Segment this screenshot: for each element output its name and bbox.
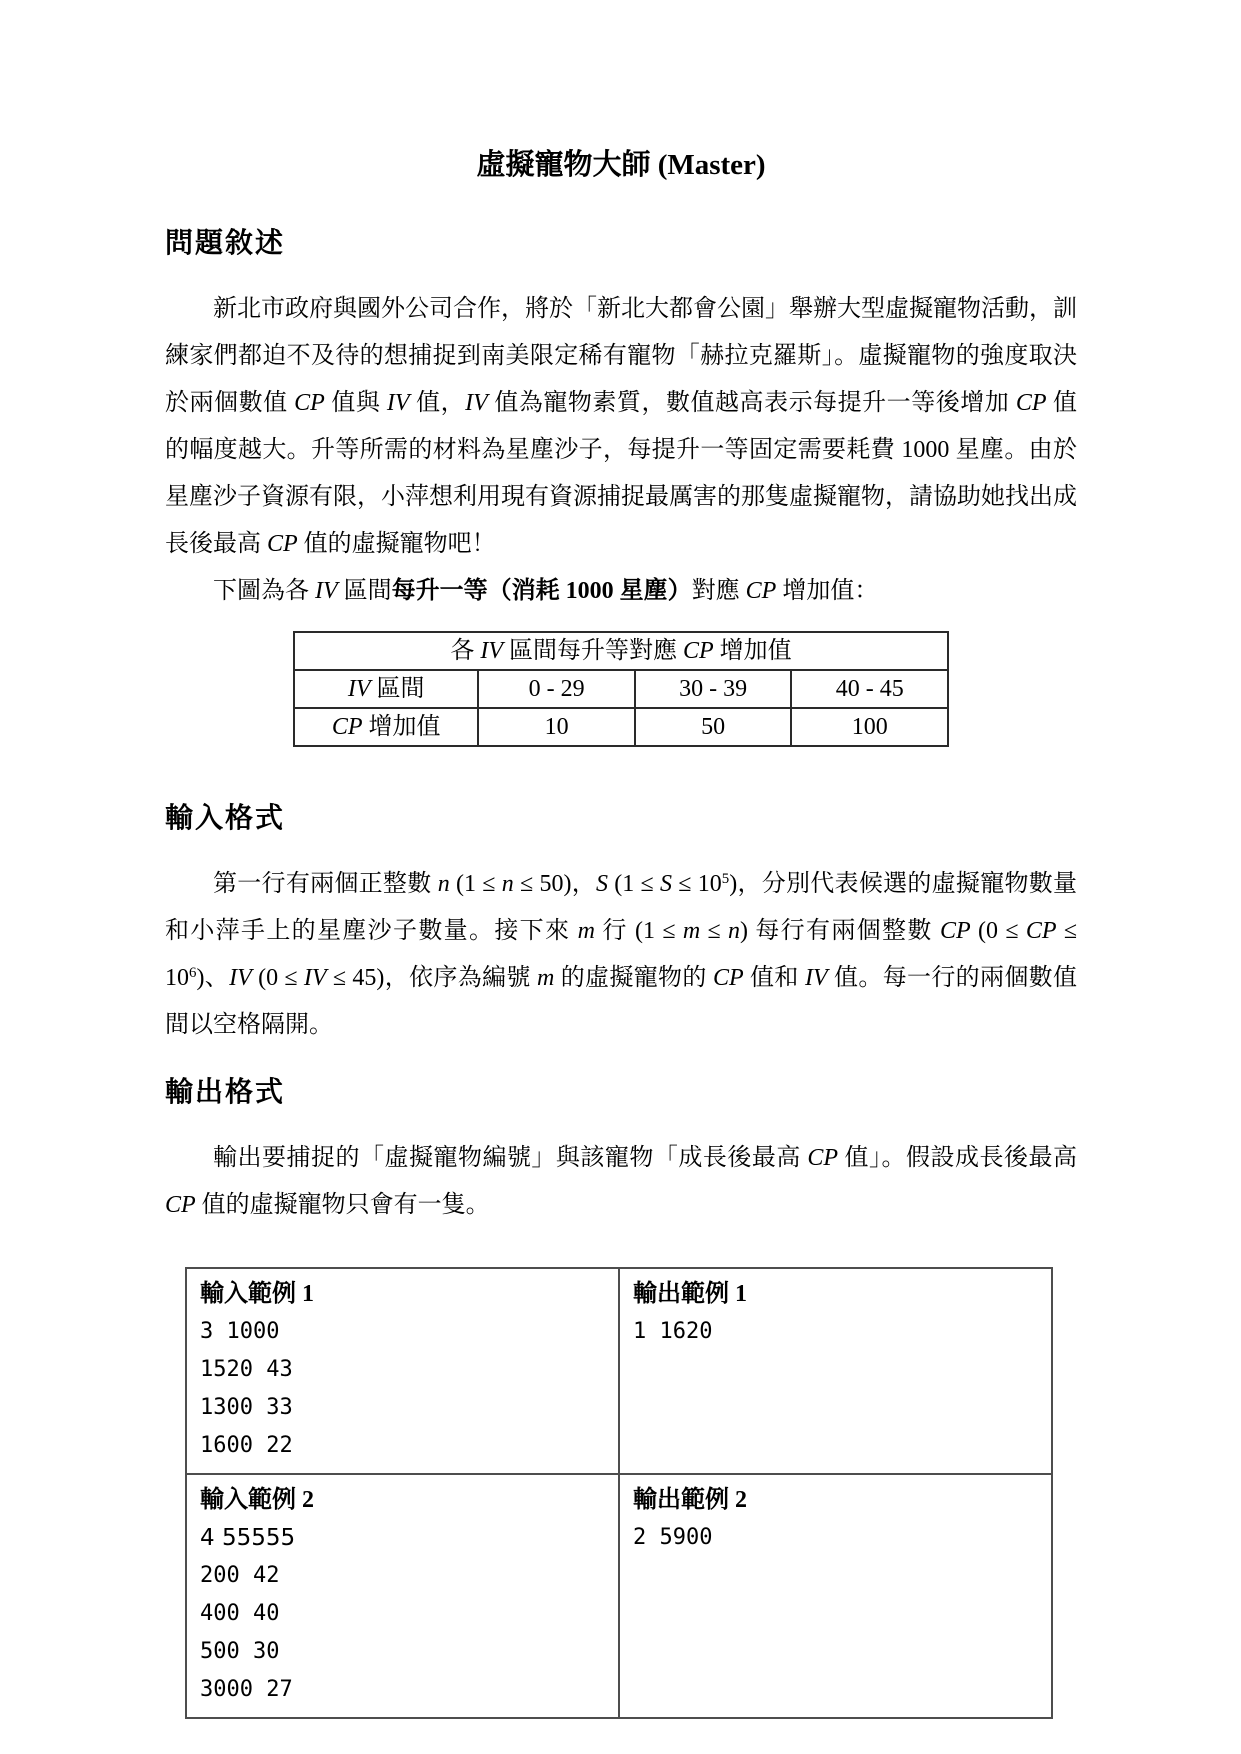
example-2-input-label: 輸入範例 2 <box>200 1487 314 1513</box>
example-2-input-line: 400 40 <box>200 1601 280 1626</box>
output-format-paragraph: 輸出要捕捉的「虛擬寵物編號」與該寵物「成長後最高 CP 值」。假設成長後最高 CP 值的虛擬寵物只會有一隻。 <box>165 1145 1078 1218</box>
example-2-input-line: 3000 27 <box>200 1677 293 1702</box>
example-1-output-label: 輸出範例 1 <box>633 1281 747 1307</box>
iv-table-caption: 各 IV 區間每升等對應 CP 增加值 <box>294 632 948 670</box>
iv-table-caption-row <box>294 632 948 670</box>
example-2-input-line: 500 30 <box>200 1639 280 1664</box>
section-heading-output-format: 輸出格式 <box>165 1077 286 1108</box>
iv-range-row <box>294 670 948 708</box>
example-1-input-line: 1600 22 <box>200 1433 293 1458</box>
cp-gain-value-1: 10 <box>478 708 635 746</box>
example-1-input-label: 輸入範例 1 <box>200 1281 314 1307</box>
example-1-row <box>186 1268 1052 1474</box>
examples-table <box>185 1267 1053 1719</box>
example-1-input-cell <box>186 1268 619 1474</box>
section-heading-input-format: 輸入格式 <box>165 803 286 834</box>
problem-statement-paragraph: 新北市政府與國外公司合作，將於「新北大都會公園」舉辦大型虛擬寵物活動，訓練家們都迫不及待的想捕捉到南美限定稀有寵物「赫拉克羅斯」。虛擬寵物的強度取決於兩個數值 CP 值與 IV 值，IV 值為寵物素質，數值越高表示每提升一等後增加 CP 值的幅度越大。升等所需的材料為星塵沙子，每提升一等固定需要耗費 1000 星塵。由於星塵沙子資源有限，小萍想利用現有資源捕捉最厲害的那隻虛擬寵物，請協助她找出成長後最高 CP 值的虛擬寵物吧！ <box>165 296 1078 557</box>
example-1-output-cell <box>619 1268 1052 1474</box>
cp-gain-value-3: 100 <box>791 708 948 746</box>
iv-cp-table <box>293 631 949 747</box>
example-1-input-line: 3 1000 <box>200 1319 280 1344</box>
section-heading-problem: 問題敘述 <box>165 228 286 259</box>
example-1-input-line: 1300 33 <box>200 1395 293 1420</box>
iv-range-row-label: IV 區間 <box>294 670 478 708</box>
iv-range-value-1: 0 - 29 <box>478 670 635 708</box>
document-title: 虛擬寵物大師 (Master) <box>476 149 766 181</box>
example-2-input-line: 4 55555 <box>200 1525 296 1551</box>
example-2-input-line: 200 42 <box>200 1563 280 1588</box>
example-2-output-label: 輸出範例 2 <box>633 1487 747 1513</box>
iv-table-intro-paragraph: 下圖為各 IV 區間每升一等（消耗 1000 星塵）對應 CP 增加值： <box>213 578 879 604</box>
example-2-output-line: 2 5900 <box>633 1525 713 1550</box>
example-1-output-line: 1 1620 <box>633 1319 713 1344</box>
example-2-output-cell <box>619 1474 1052 1718</box>
input-format-paragraph: 第一行有兩個正整數 n (1 ≤ n ≤ 50)，S $(1 \le S \le 10^5)$，分別代表候選的虛擬寵物數量和小萍手上的星塵沙子數量。接下來 m 行 (1 ≤ m ≤ n) 每行有兩個整數 CP (0 ≤ CP ≤ $10^6$)、IV (0 ≤ IV ≤ 45)，依序為編號 m 的虛擬寵物的 CP 值和 IV 值。每一行的兩個數值間以空格隔開。 <box>165 870 1078 1038</box>
example-2-row <box>186 1474 1052 1718</box>
iv-range-value-2: 30 - 39 <box>635 670 792 708</box>
example-2-input-cell <box>186 1474 619 1718</box>
cp-gain-row-label: CP 增加值 <box>294 708 478 746</box>
example-1-input-line: 1520 43 <box>200 1357 293 1382</box>
iv-range-value-3: 40 - 45 <box>791 670 948 708</box>
cp-gain-row <box>294 708 948 746</box>
cp-gain-value-2: 50 <box>635 708 792 746</box>
